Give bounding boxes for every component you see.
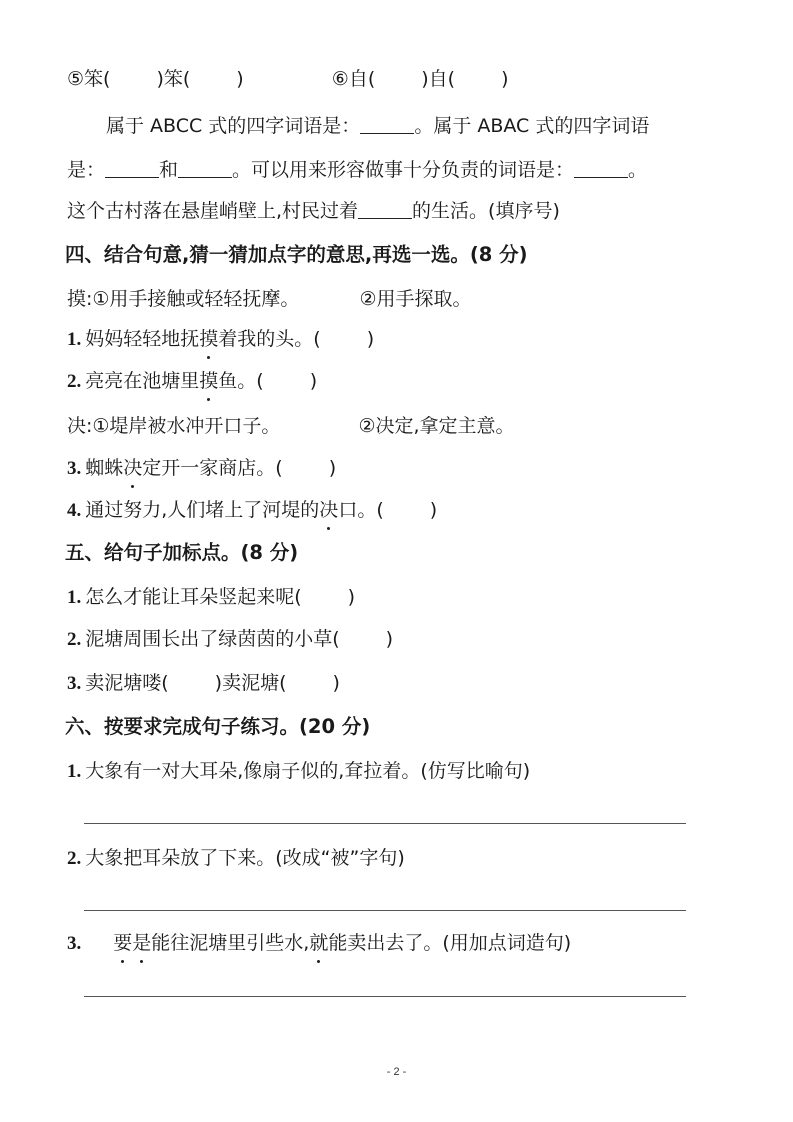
dotted-char: 摸 xyxy=(199,370,219,392)
answer-underline[interactable] xyxy=(574,157,628,178)
section6-heading: 六、按要求完成句子练习。(20 分) xyxy=(65,715,371,738)
q-text: )卖泥塘( xyxy=(214,672,287,694)
def-jue-1: 决:①堤岸被水冲开口子。 xyxy=(67,415,281,437)
item5-open: ⑤笨( xyxy=(67,68,111,90)
paren-close: ) xyxy=(366,328,375,350)
def-mo-2: ②用手探取。 xyxy=(359,288,472,310)
q-text: 大象把耳朵放了下来。(改成“被”字句) xyxy=(85,847,405,869)
def-jue-2: ②决定,拿定主意。 xyxy=(358,415,515,437)
answer-underline[interactable] xyxy=(105,157,159,178)
section5-heading: 五、给句子加标点。(8 分) xyxy=(65,541,299,564)
q-text: 能卖出去了。(用加点词造句) xyxy=(328,932,572,954)
question-number: 2. xyxy=(67,629,82,650)
p3-text-b: 的生活。(填序号) xyxy=(412,200,560,222)
question-5-2 xyxy=(67,626,733,653)
q-text: 大象有一对大耳朵,像扇子似的,耷拉着。(仿写比喻句) xyxy=(85,760,531,782)
dotted-char: 摸 xyxy=(199,328,219,350)
question-number: 1. xyxy=(67,587,82,608)
question-4-1 xyxy=(67,326,733,353)
item6-open: ⑥自( xyxy=(331,68,376,90)
paren-close: ) xyxy=(385,628,394,650)
q-text: 鱼。( xyxy=(218,370,264,392)
q-text: 泥塘周围长出了绿茵茵的小草( xyxy=(85,628,340,650)
q-text: 通过努力,人们堵上了河堤的 xyxy=(85,499,320,521)
q-text: 能往泥塘里引些水, xyxy=(151,932,310,954)
q-text: 着我的头。( xyxy=(218,328,321,350)
paragraph-line-1 xyxy=(106,113,733,139)
q-text: 亮亮在池塘里 xyxy=(85,370,200,392)
paragraph-line-3 xyxy=(67,198,733,224)
dotted-char: 决 xyxy=(319,499,339,521)
q-text: 卖泥塘喽( xyxy=(85,672,169,694)
word-fill-row xyxy=(67,66,733,92)
p1-text-a: 属于 ABCC 式的四字词语是： xyxy=(106,115,361,137)
question-4-4 xyxy=(67,497,733,524)
answer-underline[interactable] xyxy=(358,198,412,219)
section4-heading: 四、结合句意,猜一猜加点字的意思,再选一选。(8 分) xyxy=(65,243,528,266)
dotted-char: 是 xyxy=(132,932,152,954)
q-text: 口。( xyxy=(338,499,384,521)
question-number: 3. xyxy=(67,458,82,479)
q-text: 蜘蛛 xyxy=(85,457,124,479)
paren-close: ) xyxy=(332,672,340,694)
question-number: 2. xyxy=(67,848,82,869)
question-number: 1. xyxy=(67,761,82,782)
item5-close: ) xyxy=(236,68,244,90)
p3-text-a: 这个古村落在悬崖峭壁上,村民过着 xyxy=(67,200,359,222)
p2-text-b: 和 xyxy=(159,159,179,181)
answer-underline[interactable] xyxy=(178,157,232,178)
question-6-1 xyxy=(67,758,733,785)
item6-mid: )自( xyxy=(421,68,456,90)
paren-close: ) xyxy=(328,457,337,479)
definition-mo xyxy=(67,286,733,312)
definition-jue xyxy=(67,413,733,439)
paren-close: ) xyxy=(347,586,356,608)
page-number: - 2 - xyxy=(386,1066,407,1078)
answer-line[interactable] xyxy=(84,823,686,824)
question-6-3 xyxy=(67,930,733,957)
item6-close: ) xyxy=(501,68,509,90)
answer-underline[interactable] xyxy=(360,113,414,134)
question-5-1 xyxy=(67,584,733,611)
q-text: 定开一家商店。( xyxy=(142,457,283,479)
question-number: 1. xyxy=(67,329,82,350)
paragraph-line-2 xyxy=(67,157,733,183)
question-6-2 xyxy=(67,845,733,872)
answer-line[interactable] xyxy=(84,996,686,997)
dotted-char: 就 xyxy=(309,932,329,954)
dotted-char: 要 xyxy=(113,932,133,954)
question-number: 2. xyxy=(67,371,82,392)
dotted-char: 决 xyxy=(123,457,143,479)
p2-text-d: 。 xyxy=(628,159,648,181)
item5-mid: )笨( xyxy=(156,68,191,90)
def-mo-1: 摸:①用手接触或轻轻抚摩。 xyxy=(67,288,300,310)
p2-text-c: 。可以用来形容做事十分负责的词语是： xyxy=(232,159,575,181)
paren-close: ) xyxy=(429,499,438,521)
answer-line[interactable] xyxy=(84,910,686,911)
question-number: 3. xyxy=(67,673,82,694)
question-4-2 xyxy=(67,368,733,395)
question-5-3 xyxy=(67,670,733,697)
question-number: 3. xyxy=(67,933,82,954)
p2-text-a: 是： xyxy=(67,159,106,181)
p1-text-b: 。属于 ABAC 式的四字词语 xyxy=(414,115,650,137)
question-number: 4. xyxy=(67,500,82,521)
q-text: 怎么才能让耳朵竖起来呢( xyxy=(85,586,302,608)
q-text: 妈妈轻轻地抚 xyxy=(85,328,200,350)
paren-close: ) xyxy=(309,370,318,392)
question-4-3 xyxy=(67,455,733,482)
